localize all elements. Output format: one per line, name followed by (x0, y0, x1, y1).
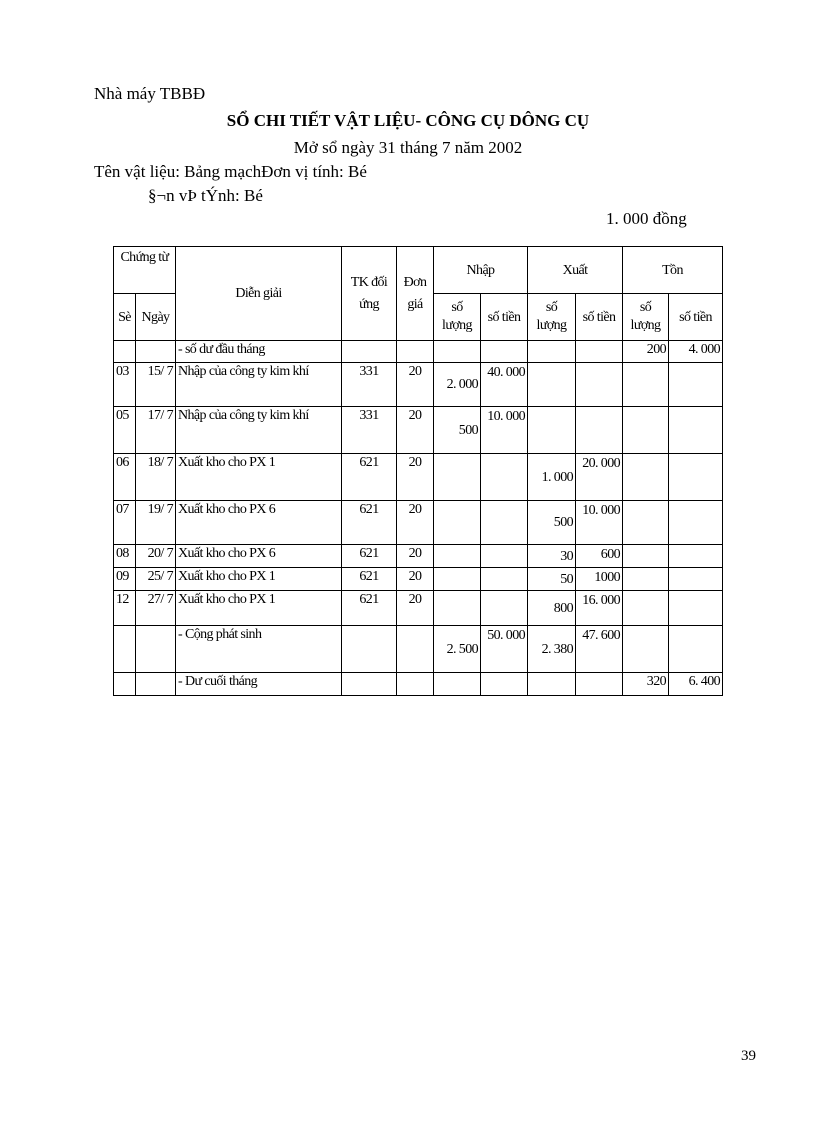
cell-voucher-no: 09 (114, 568, 136, 591)
cell-unit-price (397, 341, 434, 363)
cell-stock-amount (669, 545, 723, 568)
cell-stock-qty (623, 454, 669, 501)
cell-stock-qty (623, 407, 669, 454)
cell-description: Xuất kho cho PX 6 (176, 501, 342, 545)
cell-voucher-date (136, 341, 176, 363)
cell-import-amount (481, 454, 528, 501)
cell-import-amount: 40. 000 (481, 363, 528, 407)
page-number: 39 (741, 1048, 756, 1064)
header-description: Diễn giải (176, 247, 342, 341)
cell-import-amount (481, 568, 528, 591)
header-voucher: Chứng từ (114, 247, 176, 294)
open-date: Mở sổ ngày 31 tháng 7 năm 2002 (293, 138, 523, 157)
cell-import-qty (434, 454, 481, 501)
cell-description: Xuất kho cho PX 1 (176, 454, 342, 501)
cell-account: 621 (342, 568, 397, 591)
cell-import-qty (434, 591, 481, 626)
cell-export-amount (576, 407, 623, 454)
cell-import-amount: 10. 000 (481, 407, 528, 454)
header-account: TK đối ứng (342, 247, 397, 341)
cell-import-qty (434, 673, 481, 696)
cell-stock-qty (623, 626, 669, 673)
cell-export-amount: 1000 (576, 568, 623, 591)
cell-unit-price (397, 626, 434, 673)
unit-line-garbled: §¬n vÞ tÝnh: Bé (148, 186, 263, 205)
cell-account: 331 (342, 363, 397, 407)
currency-unit: 1. 000 đồng (606, 209, 687, 228)
cell-account (342, 673, 397, 696)
cell-stock-amount: 4. 000 (669, 341, 723, 363)
factory-name: Nhà máy TBBĐ (94, 84, 206, 103)
ledger-body (114, 341, 723, 696)
header-export: Xuất (528, 247, 623, 294)
cell-account: 621 (342, 545, 397, 568)
cell-stock-amount (669, 591, 723, 626)
table-row (114, 568, 723, 591)
cell-unit-price: 20 (397, 407, 434, 454)
cell-voucher-no (114, 673, 136, 696)
cell-stock-amount (669, 454, 723, 501)
cell-unit-price: 20 (397, 363, 434, 407)
cell-export-qty: 800 (528, 591, 576, 626)
header-import-qty: số lượng (434, 294, 481, 341)
cell-export-amount: 10. 000 (576, 501, 623, 545)
cell-description: Xuất kho cho PX 6 (176, 545, 342, 568)
cell-description: - Cộng phát sinh (176, 626, 342, 673)
ledger-title: SỔ CHI TIẾT VẬT LIỆU- CÔNG CỤ DÔNG CỤ (226, 111, 590, 130)
cell-export-qty: 30 (528, 545, 576, 568)
cell-stock-amount (669, 407, 723, 454)
cell-export-amount: 600 (576, 545, 623, 568)
cell-account (342, 626, 397, 673)
cell-unit-price: 20 (397, 568, 434, 591)
cell-voucher-no (114, 341, 136, 363)
cell-voucher-no: 05 (114, 407, 136, 454)
cell-voucher-no: 12 (114, 591, 136, 626)
cell-export-amount (576, 673, 623, 696)
cell-export-amount: 47. 600 (576, 626, 623, 673)
cell-export-amount (576, 341, 623, 363)
header-unit-price: Đơn giá (397, 247, 434, 341)
header-import-amount: số tiền (481, 294, 528, 341)
cell-unit-price (397, 673, 434, 696)
table-row (114, 407, 723, 454)
cell-import-amount (481, 545, 528, 568)
cell-import-amount (481, 591, 528, 626)
cell-unit-price: 20 (397, 501, 434, 545)
cell-voucher-date (136, 673, 176, 696)
cell-export-qty: 500 (528, 501, 576, 545)
cell-description: - Dư cuối tháng (176, 673, 342, 696)
cell-voucher-no: 07 (114, 501, 136, 545)
cell-account: 621 (342, 454, 397, 501)
cell-export-qty: 2. 380 (528, 626, 576, 673)
table-row (114, 626, 723, 673)
cell-export-amount: 20. 000 (576, 454, 623, 501)
cell-export-qty (528, 363, 576, 407)
cell-stock-qty (623, 501, 669, 545)
cell-export-qty (528, 341, 576, 363)
header-stock-qty: số lượng (623, 294, 669, 341)
cell-voucher-date: 18/ 7 (136, 454, 176, 501)
cell-unit-price: 20 (397, 545, 434, 568)
cell-export-amount (576, 363, 623, 407)
cell-export-qty (528, 673, 576, 696)
cell-import-qty (434, 341, 481, 363)
cell-import-qty: 2. 500 (434, 626, 481, 673)
cell-stock-amount: 6. 400 (669, 673, 723, 696)
cell-voucher-date (136, 626, 176, 673)
cell-stock-amount (669, 363, 723, 407)
table-row (114, 501, 723, 545)
cell-voucher-no: 03 (114, 363, 136, 407)
cell-import-qty (434, 568, 481, 591)
cell-stock-amount (669, 568, 723, 591)
cell-voucher-no: 06 (114, 454, 136, 501)
cell-stock-qty (623, 591, 669, 626)
cell-export-qty: 1. 000 (528, 454, 576, 501)
cell-import-amount (481, 673, 528, 696)
cell-stock-qty (623, 545, 669, 568)
cell-import-qty (434, 545, 481, 568)
cell-description: Xuất kho cho PX 1 (176, 591, 342, 626)
table-row (114, 673, 723, 696)
cell-account: 621 (342, 501, 397, 545)
cell-unit-price: 20 (397, 591, 434, 626)
cell-account: 621 (342, 591, 397, 626)
material-name: Tên vật liệu: Bảng mạchĐơn vị tính: Bé (94, 162, 367, 181)
table-row (114, 363, 723, 407)
cell-description: Nhập của công ty kim khí (176, 363, 342, 407)
header-voucher-no: Sè (114, 294, 136, 341)
header-stock-amount: số tiền (669, 294, 723, 341)
header-voucher-date: Ngày (136, 294, 176, 341)
cell-import-amount: 50. 000 (481, 626, 528, 673)
cell-voucher-date: 17/ 7 (136, 407, 176, 454)
cell-description: - số dư đầu tháng (176, 341, 342, 363)
cell-import-qty: 2. 000 (434, 363, 481, 407)
cell-import-qty: 500 (434, 407, 481, 454)
cell-description: Nhập của công ty kim khí (176, 407, 342, 454)
cell-import-qty (434, 501, 481, 545)
table-row (114, 454, 723, 501)
cell-export-qty (528, 407, 576, 454)
cell-unit-price: 20 (397, 454, 434, 501)
cell-voucher-date: 15/ 7 (136, 363, 176, 407)
cell-import-amount (481, 341, 528, 363)
table-row (114, 545, 723, 568)
header-export-amount: số tiền (576, 294, 623, 341)
cell-account: 331 (342, 407, 397, 454)
cell-description: Xuất kho cho PX 1 (176, 568, 342, 591)
cell-export-amount: 16. 000 (576, 591, 623, 626)
cell-voucher-date: 25/ 7 (136, 568, 176, 591)
cell-stock-amount (669, 626, 723, 673)
cell-account (342, 341, 397, 363)
table-row (114, 591, 723, 626)
cell-export-qty: 50 (528, 568, 576, 591)
ledger-table (113, 246, 723, 696)
cell-voucher-no: 08 (114, 545, 136, 568)
cell-stock-qty (623, 568, 669, 591)
cell-stock-qty: 200 (623, 341, 669, 363)
header-export-qty: số lượng (528, 294, 576, 341)
cell-voucher-no (114, 626, 136, 673)
header-stock: Tồn (623, 247, 723, 294)
table-row (114, 341, 723, 363)
cell-voucher-date: 27/ 7 (136, 591, 176, 626)
cell-stock-amount (669, 501, 723, 545)
cell-import-amount (481, 501, 528, 545)
cell-voucher-date: 19/ 7 (136, 501, 176, 545)
cell-voucher-date: 20/ 7 (136, 545, 176, 568)
cell-stock-qty (623, 363, 669, 407)
header-import: Nhập (434, 247, 528, 294)
cell-stock-qty: 320 (623, 673, 669, 696)
